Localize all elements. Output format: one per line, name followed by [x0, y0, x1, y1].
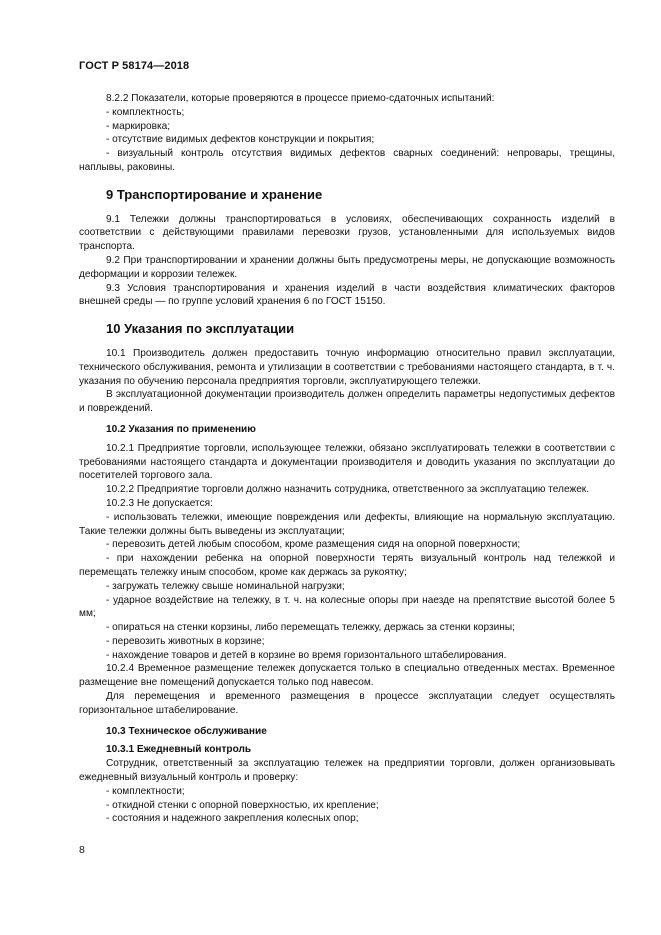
section-heading-9: 9 Транспортирование и хранение — [106, 186, 323, 202]
list-item: - маркировка; — [106, 120, 171, 132]
list-item: - загружать тележку свыше номинальной нагрузки; — [106, 580, 345, 592]
list-item: - откидной стенки с опорной поверхностью, их крепление; — [106, 799, 379, 811]
list-item: - перевозить детей любым способом, кроме размещения сидя на опорной поверхности; — [106, 539, 521, 551]
list-item: - использовать тележки, имеющие повреждения или дефекты, влияющие на нормальную эксплуатацию. Такие тележки должны быть выведены из эксплуатации; — [79, 511, 615, 537]
paragraph: 9.1 Тележки должны транспортироваться в условиях, обеспечивающих сохранность изделий в соответствии с действующими правилами перевозки грузов, установленными для используемых видов транспорта. — [79, 213, 615, 253]
list-item: - комплектности; — [106, 785, 185, 797]
subsection-heading-10-3-1: 10.3.1 Ежедневный контроль — [106, 744, 252, 756]
paragraph: Сотрудник, ответственный за эксплуатацию тележек на предприятии торговли, должен организовывать ежедневный визуальный контроль и проверку: — [79, 758, 615, 784]
list-item: - опираться на стенки корзины, либо перемещать тележку, держась за стенки корзины; — [106, 622, 515, 634]
list-item: - состояния и надежного закрепления колесных опор; — [106, 813, 359, 825]
section-heading-10: 10 Указания по эксплуатации — [106, 321, 295, 337]
document-body — [79, 92, 615, 826]
paragraph: 10.1 Производитель должен предоставить точную информацию относительно правил эксплуатации, технического обслуживания, ремонта и утилизации в соответствии с требованиями настоящего стандарта, в т. ч. указания по обучению персонала предприятия торговли, эксплуатирующего тележки. — [79, 347, 615, 387]
page-number: 8 — [79, 844, 85, 856]
list-item: - при нахождении ребенка на опорной поверхности терять визуальный контроль над тележкой и перемещать тележку иным способом, кроме как держась за рукоятку; — [79, 553, 615, 578]
subsection-heading-10-2: 10.2 Указания по применению — [106, 423, 256, 435]
list-item: - перевозить животных в корзине; — [106, 635, 265, 647]
standard-code-header: ГОСТ Р 58174—2018 — [79, 60, 190, 72]
paragraph: 9.3 Условия транспортирования и хранения изделий в части воздействия климатических факторов внешней среды — по группе условий хранения 6 по ГОСТ 15150. — [79, 282, 615, 308]
list-item: - нахождение товаров и детей в корзине во время горизонтального штабелирования. — [106, 649, 507, 661]
list-item: - ударное воздействие на тележку, в т. ч. на колесные опоры при наезде на препятствие высотой более 5 мм; — [79, 594, 615, 620]
paragraph: 9.2 При транспортировании и хранении должны быть предусмотрены меры, не допускающие возможность деформации и коррозии тележек. — [79, 254, 615, 280]
paragraph: 10.2.4 Временное размещение тележек допускается только в специально отведенных местах. Временное размещение вне помещений допускается только под навесом. — [79, 663, 615, 689]
paragraph: В эксплуатационной документации производитель должен определить параметры недопустимых дефектов и повреждений. — [79, 389, 615, 415]
paragraph: 10.2.2 Предприятие торговли должно назначить сотрудника, ответственного за эксплуатацию тележек. — [106, 484, 590, 496]
paragraph: 8.2.2 Показатели, которые проверяются в процессе приемо-сдаточных испытаний: — [106, 93, 495, 104]
paragraph: Для перемещения и временного размещения в процессе эксплуатации следует осуществлять горизонтальное штабелирование. — [79, 691, 615, 716]
list-item: - визуальный контроль отсутствия видимых дефектов сварных соединений: непровары, трещины, наплывы, раковины. — [79, 148, 615, 173]
list-item: - комплектность; — [106, 106, 185, 118]
list-item: - отсутствие видимых дефектов конструкции и покрытия; — [106, 134, 375, 146]
paragraph: 10.2.1 Предприятие торговли, использующее тележки, обязано эксплуатировать тележки в соответствии с требованиями настоящего стандарта и документации производителя и доводить указания по эксплуатации до посетителей торгового зала. — [79, 442, 615, 482]
subsection-heading-10-3: 10.3 Техническое обслуживание — [106, 725, 267, 737]
paragraph: 10.2.3 Не допускается: — [106, 497, 213, 509]
